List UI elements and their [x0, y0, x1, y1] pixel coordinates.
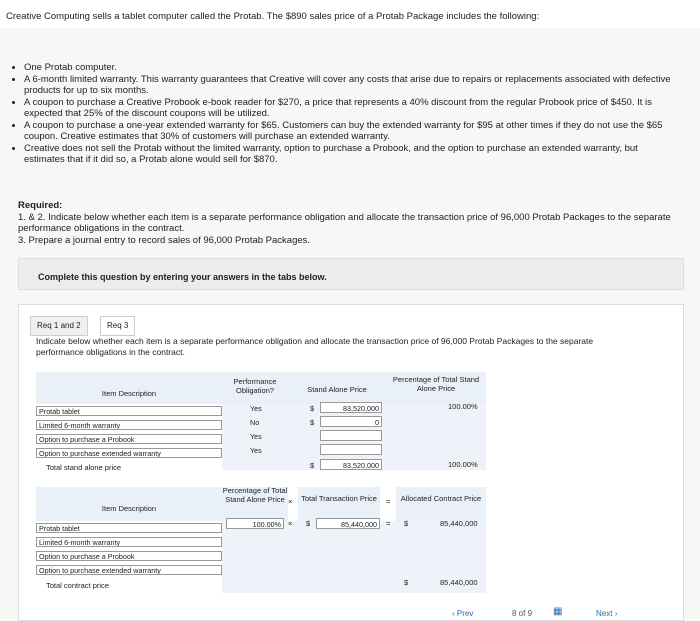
bullet-list: [12, 62, 672, 166]
required-section: [18, 200, 678, 246]
bullet-item: • One Protab computer.: [24, 62, 672, 73]
t2-equals: =: [386, 519, 391, 528]
t1-perf-select[interactable]: No: [250, 418, 260, 427]
t2-total-label: Total contract price: [46, 581, 109, 590]
t1-perf-select[interactable]: Yes: [250, 446, 262, 455]
t1-header-item: Item Description: [36, 372, 222, 404]
t2-total-acp: 85,440,000: [440, 578, 478, 587]
prev-label: Prev: [456, 609, 474, 618]
t1-total-sap: 83,520,000: [320, 459, 382, 470]
prev-button[interactable]: [452, 609, 473, 619]
t2-acp-value: 85,440,000: [440, 519, 478, 528]
bullet-item: • Creative does not sell the Protab without the limited warranty, option to purchase a Probook, and the option to purchase an extended warranty, but estimates that if it did so, a Protab alone would sell for $870.: [24, 143, 672, 165]
t1-row-item[interactable]: Option to purchase extended warranty: [36, 448, 222, 458]
question-intro: Creative Computing sells a tablet computer called the Protab. The $890 sales price of a Protab Package includes the following:: [6, 11, 540, 22]
t2-times: ×: [288, 519, 293, 528]
t2-header-acp: Allocated Contract Price: [396, 487, 486, 521]
tab-instructions: Indicate below whether each item is a separate performance obligation and allocate the transaction price of 96,000 Protab Packages to the separate performance obligations in the contract.: [36, 336, 594, 357]
t2-header-item: Item Description: [36, 487, 222, 521]
page-indicator: 8 of 9: [512, 609, 533, 618]
required-line-2: 3. Prepare a journal entry to record sales of 96,000 Protab Packages.: [18, 234, 311, 246]
t1-row-item[interactable]: Protab tablet: [36, 406, 222, 416]
t2-ttp-input[interactable]: 85,440,000: [316, 518, 380, 529]
bullet-item: • A 6-month limited warranty. This warranty guarantees that Creative will cover any costs that arise due to repairs or replacements associated with defective products for up to six months.: [24, 74, 672, 96]
t2-header-ttp: Total Transaction Price: [298, 487, 380, 521]
next-button[interactable]: [596, 609, 617, 619]
required-heading: Required:: [18, 200, 63, 211]
tab-req-1-and-2[interactable]: Req 1 and 2: [30, 316, 88, 336]
chevron-right-icon: ›: [614, 609, 618, 618]
bullet-item: • A coupon to purchase a one-year extended warranty for $65. Customers can buy the extended warranty for $95 at other times if they do not use the $65 coupon. Creative estimates that 30% of customers will purchase an extended warranty.: [24, 120, 672, 142]
t2-pct-input[interactable]: 100.00%: [226, 518, 284, 529]
chevron-left-icon: ‹: [452, 609, 455, 618]
t1-header-pct: Percentage of Total Stand Alone Price: [386, 372, 486, 404]
t1-row-item[interactable]: Limited 6-month warranty: [36, 420, 222, 430]
required-line-1: 1. & 2. Indicate below whether each item is a separate performance obligation and allocate the transaction price of 96,000 Protab Packages to the separate performance obligations in the contract.: [18, 211, 671, 234]
grid-icon[interactable]: ▦: [553, 606, 563, 617]
next-label: Next: [596, 609, 613, 618]
t2-row-item[interactable]: Option to purchase extended warranty: [36, 565, 222, 575]
t2-dollar: $: [404, 519, 409, 528]
t1-header-perf: Performance Obligation?: [222, 372, 288, 404]
t2-header-times: ×: [288, 497, 293, 506]
t1-sap-input[interactable]: [320, 430, 382, 441]
bullet-item: • A coupon to purchase a Creative Probook e-book reader for $270, a price that represents a 40% discount from the regular Probook price of $450. It is expected that 25% of the discount coupons will be utilized.: [24, 97, 672, 119]
t1-sap-input[interactable]: [320, 444, 382, 455]
t1-row-item[interactable]: Option to purchase a Probook: [36, 434, 222, 444]
t1-dollar: $: [310, 418, 315, 427]
t2-row-item[interactable]: Limited 6-month warranty: [36, 537, 222, 547]
t1-perf-select[interactable]: Yes: [250, 432, 262, 441]
t1-sap-input[interactable]: 0: [320, 416, 382, 427]
t1-header-sap: Stand Alone Price: [288, 372, 386, 404]
t2-header-equals: =: [386, 497, 391, 506]
t1-sap-input[interactable]: 83,520,000: [320, 402, 382, 413]
t1-total-label: Total stand alone price: [46, 463, 122, 472]
complete-text: Complete this question by entering your answers in the tabs below.: [38, 272, 327, 282]
t2-row-item[interactable]: Protab tablet: [36, 523, 222, 533]
t2-dollar: $: [306, 519, 311, 528]
tab-req-3[interactable]: Req 3: [100, 316, 135, 336]
t1-perf-select[interactable]: Yes: [250, 404, 262, 413]
t1-dollar: $: [310, 404, 315, 413]
t2-header-pct: Percentage of Total Stand Alone Price: [222, 487, 288, 521]
t1-total-dollar: $: [310, 461, 315, 470]
t2-row-item[interactable]: Option to purchase a Probook: [36, 551, 222, 561]
t1-pct-value: 100.00%: [448, 402, 478, 411]
t2-total-dollar: $: [404, 578, 409, 587]
t1-total-pct: 100.00%: [448, 460, 478, 469]
